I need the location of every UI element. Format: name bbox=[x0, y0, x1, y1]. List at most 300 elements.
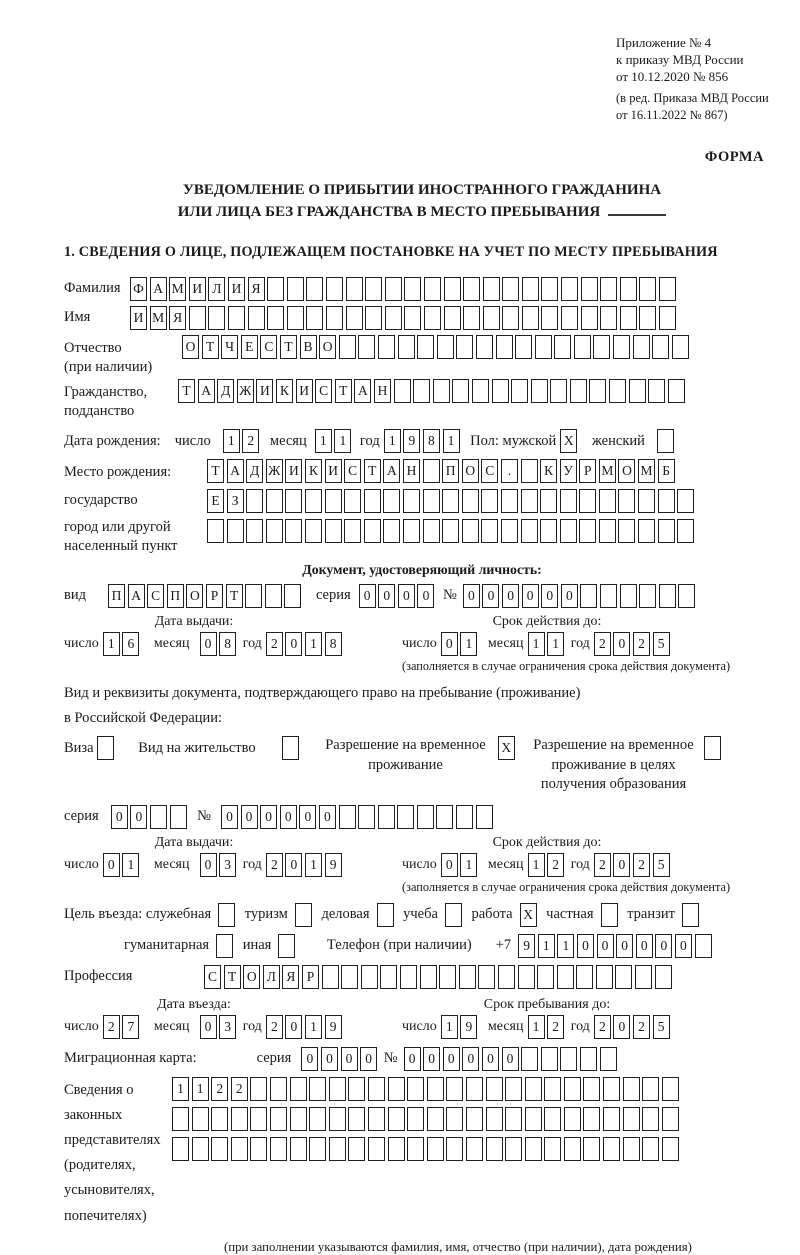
char-cell[interactable] bbox=[442, 489, 459, 513]
char-cell[interactable]: 0 bbox=[301, 1047, 318, 1071]
char-cell[interactable] bbox=[593, 335, 610, 359]
char-cell[interactable] bbox=[388, 1107, 405, 1131]
char-cell[interactable]: 2 bbox=[211, 1077, 228, 1101]
char-cell[interactable] bbox=[452, 379, 469, 403]
char-cell[interactable]: С bbox=[344, 459, 361, 483]
char-cell[interactable]: 0 bbox=[577, 934, 594, 958]
char-cell[interactable] bbox=[309, 1107, 326, 1131]
char-cell[interactable]: X bbox=[560, 429, 577, 453]
char-cell[interactable] bbox=[505, 1107, 522, 1131]
char-cell[interactable]: 0 bbox=[502, 1047, 519, 1071]
char-cell[interactable]: 2 bbox=[633, 853, 650, 877]
char-cell[interactable]: 2 bbox=[547, 853, 564, 877]
char-cell[interactable] bbox=[561, 277, 578, 301]
char-cell[interactable] bbox=[278, 934, 295, 958]
char-cell[interactable]: 9 bbox=[403, 429, 420, 453]
char-cell[interactable]: 1 bbox=[384, 429, 401, 453]
char-cell[interactable]: 0 bbox=[341, 1047, 358, 1071]
char-cell[interactable]: 2 bbox=[103, 1015, 120, 1039]
char-cell[interactable] bbox=[540, 489, 557, 513]
char-cell[interactable] bbox=[211, 1107, 228, 1131]
char-cell[interactable] bbox=[638, 519, 655, 543]
char-cell[interactable] bbox=[216, 934, 233, 958]
char-cell[interactable] bbox=[476, 805, 493, 829]
char-cell[interactable]: 1 bbox=[334, 429, 351, 453]
char-cell[interactable]: 0 bbox=[360, 1047, 377, 1071]
char-cell[interactable] bbox=[444, 306, 461, 330]
char-cell[interactable] bbox=[554, 335, 571, 359]
char-cell[interactable]: 2 bbox=[266, 1015, 283, 1039]
char-cell[interactable]: 0 bbox=[299, 805, 316, 829]
char-cell[interactable] bbox=[265, 584, 282, 608]
char-cell[interactable]: 1 bbox=[528, 1015, 545, 1039]
char-cell[interactable] bbox=[481, 489, 498, 513]
char-cell[interactable] bbox=[348, 1107, 365, 1131]
char-cell[interactable]: 1 bbox=[223, 429, 240, 453]
char-cell[interactable] bbox=[486, 1077, 503, 1101]
char-cell[interactable] bbox=[544, 1137, 561, 1161]
char-cell[interactable] bbox=[557, 965, 574, 989]
char-cell[interactable] bbox=[564, 1107, 581, 1131]
char-cell[interactable] bbox=[655, 965, 672, 989]
char-cell[interactable] bbox=[348, 1137, 365, 1161]
char-cell[interactable]: 7 bbox=[122, 1015, 139, 1039]
char-cell[interactable] bbox=[368, 1137, 385, 1161]
char-cell[interactable] bbox=[150, 805, 167, 829]
char-cell[interactable] bbox=[498, 965, 515, 989]
char-cell[interactable] bbox=[380, 965, 397, 989]
char-cell[interactable] bbox=[385, 306, 402, 330]
char-cell[interactable] bbox=[518, 965, 535, 989]
char-cell[interactable] bbox=[642, 1077, 659, 1101]
char-cell[interactable] bbox=[404, 277, 421, 301]
char-cell[interactable] bbox=[648, 379, 665, 403]
char-cell[interactable] bbox=[603, 1077, 620, 1101]
char-cell[interactable] bbox=[404, 306, 421, 330]
char-cell[interactable] bbox=[266, 489, 283, 513]
char-cell[interactable] bbox=[344, 519, 361, 543]
char-cell[interactable] bbox=[267, 306, 284, 330]
char-cell[interactable] bbox=[446, 1137, 463, 1161]
char-cell[interactable] bbox=[541, 306, 558, 330]
char-cell[interactable] bbox=[581, 306, 598, 330]
char-cell[interactable] bbox=[368, 1107, 385, 1131]
char-cell[interactable] bbox=[599, 489, 616, 513]
char-cell[interactable] bbox=[400, 965, 417, 989]
char-cell[interactable] bbox=[522, 277, 539, 301]
char-cell[interactable]: Т bbox=[226, 584, 243, 608]
char-cell[interactable]: 0 bbox=[319, 805, 336, 829]
char-cell[interactable] bbox=[207, 519, 224, 543]
char-cell[interactable] bbox=[348, 1077, 365, 1101]
char-cell[interactable] bbox=[668, 379, 685, 403]
char-cell[interactable]: 0 bbox=[200, 1015, 217, 1039]
char-cell[interactable]: 1 bbox=[192, 1077, 209, 1101]
char-cell[interactable] bbox=[678, 584, 695, 608]
char-cell[interactable] bbox=[270, 1137, 287, 1161]
char-cell[interactable] bbox=[365, 277, 382, 301]
char-cell[interactable]: С bbox=[315, 379, 332, 403]
char-cell[interactable] bbox=[309, 1137, 326, 1161]
char-cell[interactable]: Е bbox=[241, 335, 258, 359]
char-cell[interactable] bbox=[658, 489, 675, 513]
char-cell[interactable] bbox=[574, 335, 591, 359]
char-cell[interactable] bbox=[501, 519, 518, 543]
char-cell[interactable] bbox=[704, 736, 721, 760]
char-cell[interactable] bbox=[437, 335, 454, 359]
char-cell[interactable]: 1 bbox=[460, 853, 477, 877]
char-cell[interactable] bbox=[346, 306, 363, 330]
char-cell[interactable] bbox=[638, 489, 655, 513]
char-cell[interactable] bbox=[580, 1047, 597, 1071]
char-cell[interactable] bbox=[472, 379, 489, 403]
char-cell[interactable] bbox=[365, 306, 382, 330]
char-cell[interactable]: Т bbox=[224, 965, 241, 989]
char-cell[interactable] bbox=[358, 335, 375, 359]
char-cell[interactable]: Т bbox=[335, 379, 352, 403]
char-cell[interactable]: Н bbox=[403, 459, 420, 483]
char-cell[interactable]: З bbox=[227, 489, 244, 513]
char-cell[interactable] bbox=[290, 1137, 307, 1161]
char-cell[interactable] bbox=[282, 736, 299, 760]
char-cell[interactable] bbox=[305, 489, 322, 513]
char-cell[interactable]: 1 bbox=[528, 853, 545, 877]
char-cell[interactable] bbox=[290, 1077, 307, 1101]
char-cell[interactable] bbox=[388, 1077, 405, 1101]
char-cell[interactable] bbox=[270, 1077, 287, 1101]
char-cell[interactable]: 0 bbox=[613, 853, 630, 877]
char-cell[interactable] bbox=[341, 965, 358, 989]
char-cell[interactable] bbox=[246, 489, 263, 513]
char-cell[interactable]: А bbox=[354, 379, 371, 403]
char-cell[interactable] bbox=[368, 1077, 385, 1101]
char-cell[interactable] bbox=[339, 805, 356, 829]
char-cell[interactable] bbox=[358, 805, 375, 829]
char-cell[interactable]: 0 bbox=[655, 934, 672, 958]
char-cell[interactable] bbox=[245, 584, 262, 608]
char-cell[interactable]: 0 bbox=[636, 934, 653, 958]
char-cell[interactable] bbox=[446, 1077, 463, 1101]
char-cell[interactable] bbox=[659, 277, 676, 301]
char-cell[interactable] bbox=[192, 1137, 209, 1161]
char-cell[interactable]: Н bbox=[374, 379, 391, 403]
char-cell[interactable] bbox=[442, 519, 459, 543]
char-cell[interactable]: С bbox=[260, 335, 277, 359]
char-cell[interactable]: 0 bbox=[285, 632, 302, 656]
char-cell[interactable]: К bbox=[540, 459, 557, 483]
char-cell[interactable]: 2 bbox=[231, 1077, 248, 1101]
char-cell[interactable] bbox=[576, 965, 593, 989]
char-cell[interactable] bbox=[662, 1137, 679, 1161]
char-cell[interactable]: Т bbox=[178, 379, 195, 403]
char-cell[interactable]: И bbox=[189, 277, 206, 301]
char-cell[interactable]: Л bbox=[263, 965, 280, 989]
char-cell[interactable]: 0 bbox=[561, 584, 578, 608]
char-cell[interactable] bbox=[618, 519, 635, 543]
char-cell[interactable] bbox=[570, 379, 587, 403]
char-cell[interactable] bbox=[672, 335, 689, 359]
char-cell[interactable]: 9 bbox=[325, 853, 342, 877]
char-cell[interactable] bbox=[266, 519, 283, 543]
char-cell[interactable] bbox=[677, 489, 694, 513]
char-cell[interactable] bbox=[248, 306, 265, 330]
char-cell[interactable]: О bbox=[462, 459, 479, 483]
char-cell[interactable] bbox=[560, 1047, 577, 1071]
char-cell[interactable] bbox=[600, 584, 617, 608]
char-cell[interactable] bbox=[423, 459, 440, 483]
char-cell[interactable] bbox=[659, 584, 676, 608]
char-cell[interactable] bbox=[208, 306, 225, 330]
char-cell[interactable]: 3 bbox=[219, 853, 236, 877]
char-cell[interactable]: 0 bbox=[597, 934, 614, 958]
char-cell[interactable] bbox=[596, 965, 613, 989]
char-cell[interactable]: 1 bbox=[305, 853, 322, 877]
char-cell[interactable] bbox=[525, 1077, 542, 1101]
char-cell[interactable]: 0 bbox=[616, 934, 633, 958]
char-cell[interactable] bbox=[250, 1077, 267, 1101]
char-cell[interactable]: 1 bbox=[305, 632, 322, 656]
char-cell[interactable]: Р bbox=[206, 584, 223, 608]
char-cell[interactable]: 0 bbox=[200, 853, 217, 877]
char-cell[interactable]: X bbox=[498, 736, 515, 760]
char-cell[interactable] bbox=[420, 965, 437, 989]
char-cell[interactable] bbox=[639, 306, 656, 330]
char-cell[interactable] bbox=[427, 1137, 444, 1161]
char-cell[interactable] bbox=[603, 1137, 620, 1161]
char-cell[interactable] bbox=[309, 1077, 326, 1101]
char-cell[interactable]: 0 bbox=[463, 584, 480, 608]
char-cell[interactable] bbox=[228, 306, 245, 330]
char-cell[interactable] bbox=[581, 277, 598, 301]
char-cell[interactable] bbox=[462, 519, 479, 543]
char-cell[interactable]: 1 bbox=[122, 853, 139, 877]
char-cell[interactable]: 0 bbox=[441, 853, 458, 877]
char-cell[interactable] bbox=[639, 277, 656, 301]
char-cell[interactable] bbox=[325, 519, 342, 543]
char-cell[interactable]: 8 bbox=[219, 632, 236, 656]
char-cell[interactable] bbox=[170, 805, 187, 829]
char-cell[interactable]: 0 bbox=[441, 632, 458, 656]
char-cell[interactable]: 0 bbox=[675, 934, 692, 958]
char-cell[interactable] bbox=[407, 1077, 424, 1101]
char-cell[interactable] bbox=[659, 306, 676, 330]
char-cell[interactable] bbox=[378, 335, 395, 359]
char-cell[interactable]: Р bbox=[302, 965, 319, 989]
char-cell[interactable]: О bbox=[243, 965, 260, 989]
char-cell[interactable]: О bbox=[182, 335, 199, 359]
char-cell[interactable]: И bbox=[256, 379, 273, 403]
char-cell[interactable] bbox=[492, 379, 509, 403]
char-cell[interactable] bbox=[639, 584, 656, 608]
char-cell[interactable]: К bbox=[305, 459, 322, 483]
char-cell[interactable] bbox=[417, 805, 434, 829]
char-cell[interactable] bbox=[589, 379, 606, 403]
char-cell[interactable]: 6 bbox=[122, 632, 139, 656]
char-cell[interactable] bbox=[620, 584, 637, 608]
char-cell[interactable]: Я bbox=[169, 306, 186, 330]
char-cell[interactable]: М bbox=[169, 277, 186, 301]
char-cell[interactable] bbox=[423, 489, 440, 513]
char-cell[interactable] bbox=[285, 519, 302, 543]
char-cell[interactable] bbox=[424, 306, 441, 330]
char-cell[interactable] bbox=[642, 1137, 659, 1161]
char-cell[interactable] bbox=[305, 519, 322, 543]
char-cell[interactable] bbox=[486, 1107, 503, 1131]
char-cell[interactable]: 2 bbox=[242, 429, 259, 453]
char-cell[interactable]: 2 bbox=[594, 632, 611, 656]
char-cell[interactable] bbox=[433, 379, 450, 403]
char-cell[interactable] bbox=[522, 306, 539, 330]
char-cell[interactable] bbox=[329, 1077, 346, 1101]
char-cell[interactable] bbox=[385, 277, 402, 301]
char-cell[interactable] bbox=[227, 519, 244, 543]
char-cell[interactable] bbox=[511, 379, 528, 403]
char-cell[interactable] bbox=[407, 1137, 424, 1161]
char-cell[interactable] bbox=[531, 379, 548, 403]
char-cell[interactable] bbox=[211, 1137, 228, 1161]
char-cell[interactable]: Л bbox=[208, 277, 225, 301]
char-cell[interactable] bbox=[388, 1137, 405, 1161]
char-cell[interactable] bbox=[620, 277, 637, 301]
char-cell[interactable]: А bbox=[150, 277, 167, 301]
char-cell[interactable]: Т bbox=[207, 459, 224, 483]
char-cell[interactable] bbox=[580, 584, 597, 608]
char-cell[interactable] bbox=[364, 489, 381, 513]
char-cell[interactable]: 0 bbox=[111, 805, 128, 829]
char-cell[interactable] bbox=[403, 489, 420, 513]
char-cell[interactable] bbox=[403, 519, 420, 543]
char-cell[interactable]: 0 bbox=[200, 632, 217, 656]
char-cell[interactable]: А bbox=[198, 379, 215, 403]
char-cell[interactable]: 1 bbox=[460, 632, 477, 656]
char-cell[interactable] bbox=[609, 379, 626, 403]
char-cell[interactable]: 0 bbox=[398, 584, 415, 608]
char-cell[interactable] bbox=[521, 1047, 538, 1071]
char-cell[interactable] bbox=[550, 379, 567, 403]
char-cell[interactable] bbox=[361, 965, 378, 989]
char-cell[interactable]: 0 bbox=[285, 853, 302, 877]
char-cell[interactable] bbox=[413, 379, 430, 403]
char-cell[interactable] bbox=[466, 1077, 483, 1101]
char-cell[interactable] bbox=[502, 306, 519, 330]
char-cell[interactable] bbox=[445, 903, 462, 927]
char-cell[interactable]: Б bbox=[658, 459, 675, 483]
char-cell[interactable]: О bbox=[618, 459, 635, 483]
char-cell[interactable] bbox=[618, 489, 635, 513]
char-cell[interactable]: Ж bbox=[266, 459, 283, 483]
char-cell[interactable]: 0 bbox=[417, 584, 434, 608]
char-cell[interactable] bbox=[306, 306, 323, 330]
char-cell[interactable] bbox=[285, 489, 302, 513]
char-cell[interactable] bbox=[417, 335, 434, 359]
char-cell[interactable]: С bbox=[481, 459, 498, 483]
char-cell[interactable]: 1 bbox=[103, 632, 120, 656]
char-cell[interactable]: 5 bbox=[653, 853, 670, 877]
char-cell[interactable]: 5 bbox=[653, 1015, 670, 1039]
char-cell[interactable] bbox=[515, 335, 532, 359]
char-cell[interactable] bbox=[535, 335, 552, 359]
char-cell[interactable]: 0 bbox=[522, 584, 539, 608]
char-cell[interactable]: П bbox=[108, 584, 125, 608]
char-cell[interactable] bbox=[466, 1107, 483, 1131]
char-cell[interactable]: О bbox=[186, 584, 203, 608]
char-cell[interactable] bbox=[446, 1107, 463, 1131]
char-cell[interactable] bbox=[501, 489, 518, 513]
char-cell[interactable] bbox=[462, 489, 479, 513]
char-cell[interactable] bbox=[623, 1077, 640, 1101]
char-cell[interactable]: К bbox=[276, 379, 293, 403]
char-cell[interactable] bbox=[481, 519, 498, 543]
char-cell[interactable] bbox=[466, 1137, 483, 1161]
char-cell[interactable] bbox=[525, 1107, 542, 1131]
char-cell[interactable] bbox=[377, 903, 394, 927]
char-cell[interactable]: 0 bbox=[613, 1015, 630, 1039]
char-cell[interactable] bbox=[231, 1137, 248, 1161]
char-cell[interactable]: Ф bbox=[130, 277, 147, 301]
char-cell[interactable] bbox=[378, 805, 395, 829]
char-cell[interactable]: Д bbox=[246, 459, 263, 483]
char-cell[interactable] bbox=[329, 1107, 346, 1131]
char-cell[interactable]: И bbox=[296, 379, 313, 403]
char-cell[interactable] bbox=[502, 277, 519, 301]
char-cell[interactable] bbox=[439, 965, 456, 989]
char-cell[interactable]: 1 bbox=[305, 1015, 322, 1039]
char-cell[interactable]: 9 bbox=[460, 1015, 477, 1039]
char-cell[interactable] bbox=[629, 379, 646, 403]
char-cell[interactable]: 5 bbox=[653, 632, 670, 656]
char-cell[interactable]: 1 bbox=[557, 934, 574, 958]
char-cell[interactable] bbox=[695, 934, 712, 958]
char-cell[interactable]: М bbox=[599, 459, 616, 483]
char-cell[interactable] bbox=[541, 277, 558, 301]
char-cell[interactable] bbox=[290, 1107, 307, 1131]
char-cell[interactable]: М bbox=[150, 306, 167, 330]
char-cell[interactable]: Т bbox=[280, 335, 297, 359]
char-cell[interactable]: Ч bbox=[221, 335, 238, 359]
char-cell[interactable] bbox=[583, 1137, 600, 1161]
char-cell[interactable] bbox=[496, 335, 513, 359]
char-cell[interactable] bbox=[677, 519, 694, 543]
char-cell[interactable] bbox=[623, 1107, 640, 1131]
char-cell[interactable] bbox=[583, 1077, 600, 1101]
char-cell[interactable] bbox=[284, 584, 301, 608]
char-cell[interactable] bbox=[444, 277, 461, 301]
char-cell[interactable]: X bbox=[520, 903, 537, 927]
char-cell[interactable] bbox=[613, 335, 630, 359]
char-cell[interactable]: 2 bbox=[594, 853, 611, 877]
char-cell[interactable] bbox=[652, 335, 669, 359]
char-cell[interactable]: И bbox=[325, 459, 342, 483]
char-cell[interactable]: 0 bbox=[241, 805, 258, 829]
char-cell[interactable] bbox=[394, 379, 411, 403]
char-cell[interactable] bbox=[383, 489, 400, 513]
char-cell[interactable]: Т bbox=[364, 459, 381, 483]
char-cell[interactable]: 0 bbox=[321, 1047, 338, 1071]
char-cell[interactable]: 0 bbox=[359, 584, 376, 608]
char-cell[interactable] bbox=[662, 1077, 679, 1101]
char-cell[interactable] bbox=[620, 306, 637, 330]
char-cell[interactable]: С bbox=[147, 584, 164, 608]
char-cell[interactable] bbox=[246, 519, 263, 543]
char-cell[interactable]: 2 bbox=[266, 632, 283, 656]
char-cell[interactable]: 9 bbox=[518, 934, 535, 958]
char-cell[interactable] bbox=[287, 306, 304, 330]
char-cell[interactable]: 1 bbox=[538, 934, 555, 958]
char-cell[interactable] bbox=[427, 1107, 444, 1131]
char-cell[interactable]: Я bbox=[248, 277, 265, 301]
char-cell[interactable]: 0 bbox=[423, 1047, 440, 1071]
char-cell[interactable] bbox=[407, 1107, 424, 1131]
